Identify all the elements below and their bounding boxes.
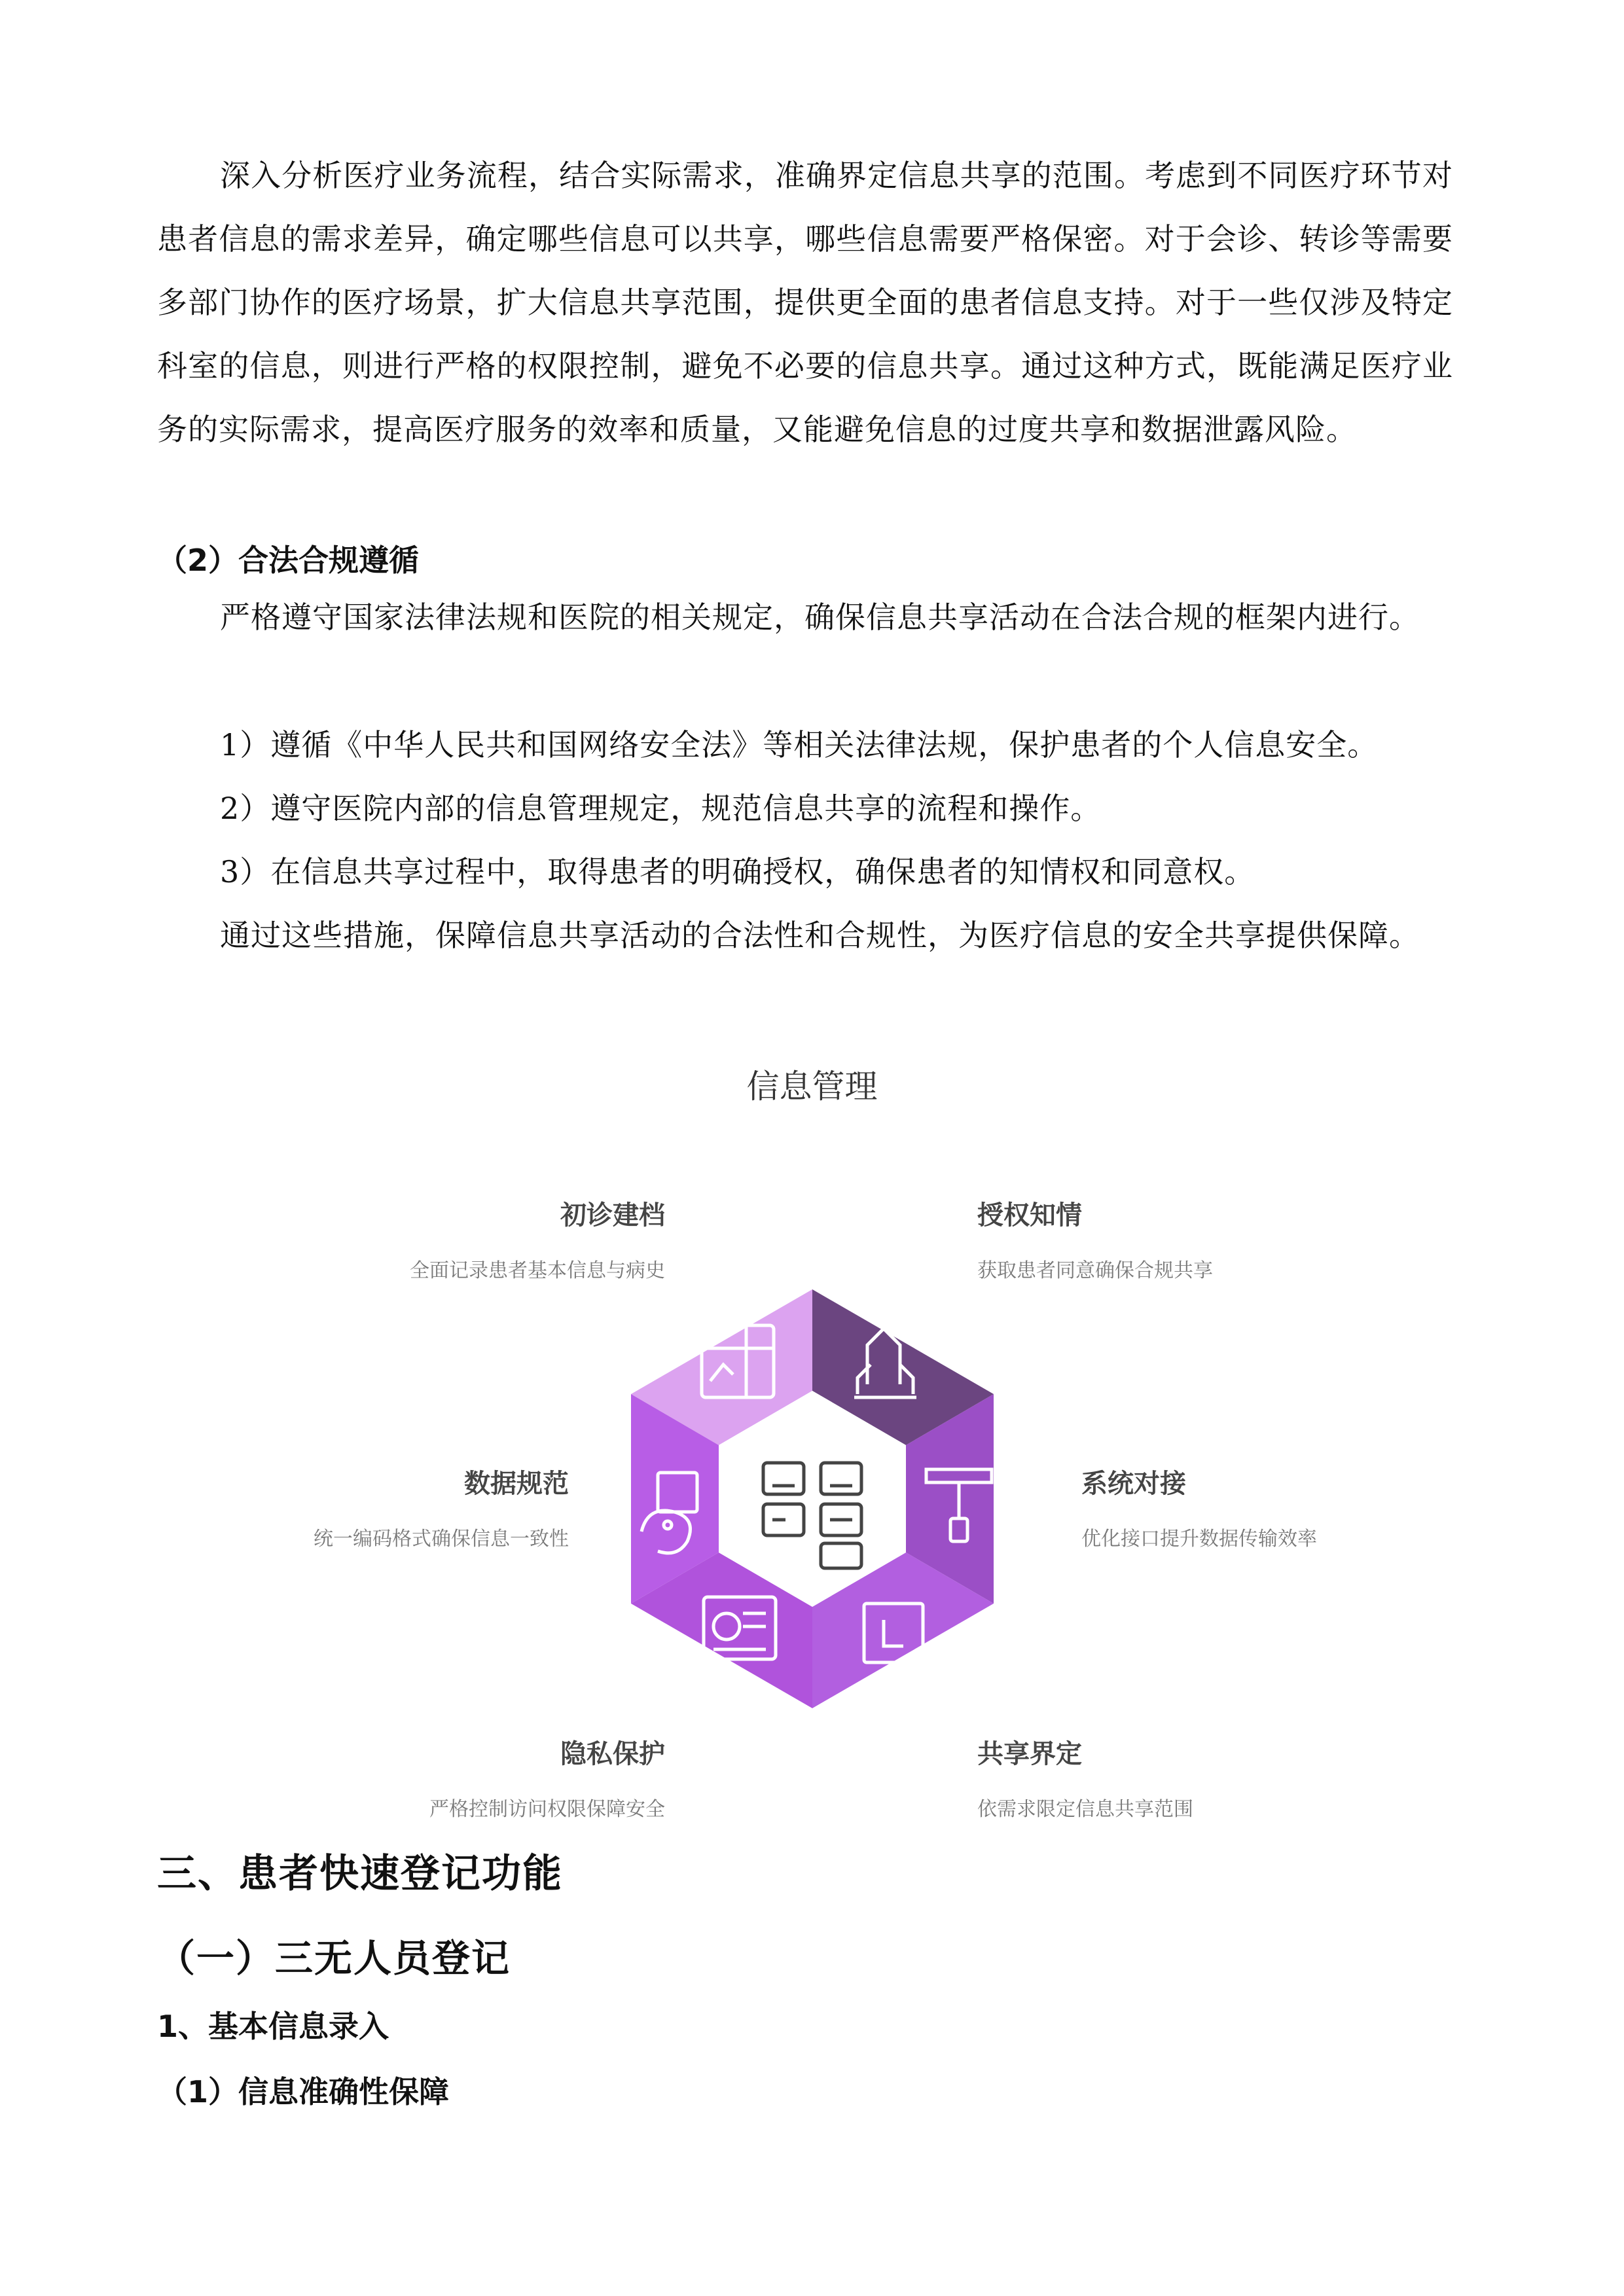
- list-item-2: 2）遵守医院内部的信息管理规定，规范信息共享的流程和操作。: [220, 791, 1102, 826]
- paragraph-info-scope: 深入分析医疗业务流程，结合实际需求，准确界定信息共享的范围。考虑到不同医疗环节对患者信息的需求差异，确定哪些信息可以共享，哪些信息需要严格保密。对于会诊、转诊等需要多部门协作的医疗场景，扩大信息共享范围，提供更全面的患者信息支持。对于一些仅涉及特定科室的信息，则进行严格的权限控制，避免不必要的信息共享。通过这种方式，既能满足医疗业务的实际需求，提高医疗服务的效率和质量，又能避免信息的过度共享和数据泄露风险。: [157, 158, 1453, 447]
- label-system-integration: 系统对接 优化接口提升数据传输效率: [1081, 1469, 1317, 1551]
- list-item-1: 1）遵循《中华人民共和国网络安全法》等相关法律法规，保护患者的个人信息安全。: [220, 727, 1379, 762]
- heading-legal-compliance: （2）合法合规遵循: [157, 543, 420, 578]
- hexagon-graphic: [0, 1034, 1624, 1820]
- heading-basic-info-entry: 1、基本信息录入: [157, 2009, 389, 2044]
- info-management-diagram: [0, 1034, 1624, 1820]
- paragraph-summary: 通过这些措施，保障信息共享活动的合法性和合规性，为医疗信息的安全共享提供保障。: [220, 918, 1420, 953]
- label-authorization: 授权知情 获取患者同意确保合规共享: [977, 1200, 1213, 1282]
- paragraph-legal: 严格遵守国家法律法规和医院的相关规定，确保信息共享活动在合法合规的框架内进行。: [220, 600, 1420, 635]
- label-data-standard: 数据规范 统一编码格式确保信息一致性: [314, 1469, 569, 1551]
- label-privacy: 隐私保护 严格控制访问权限保障安全: [429, 1739, 665, 1821]
- list-item-3: 3）在信息共享过程中，取得患者的明确授权，确保患者的知情权和同意权。: [220, 854, 1255, 889]
- label-share-scope: 共享界定 依需求限定信息共享范围: [977, 1739, 1193, 1821]
- heading-info-accuracy: （1）信息准确性保障: [157, 2074, 450, 2109]
- label-initial-record: 初诊建档 全面记录患者基本信息与病史: [410, 1200, 665, 1282]
- section-heading-quick-registration: 三、患者快速登记功能: [157, 1851, 563, 1897]
- subsection-heading-unidentified: （一）三无人员登记: [157, 1936, 511, 1981]
- diagram-title: 信息管理: [746, 1067, 878, 1105]
